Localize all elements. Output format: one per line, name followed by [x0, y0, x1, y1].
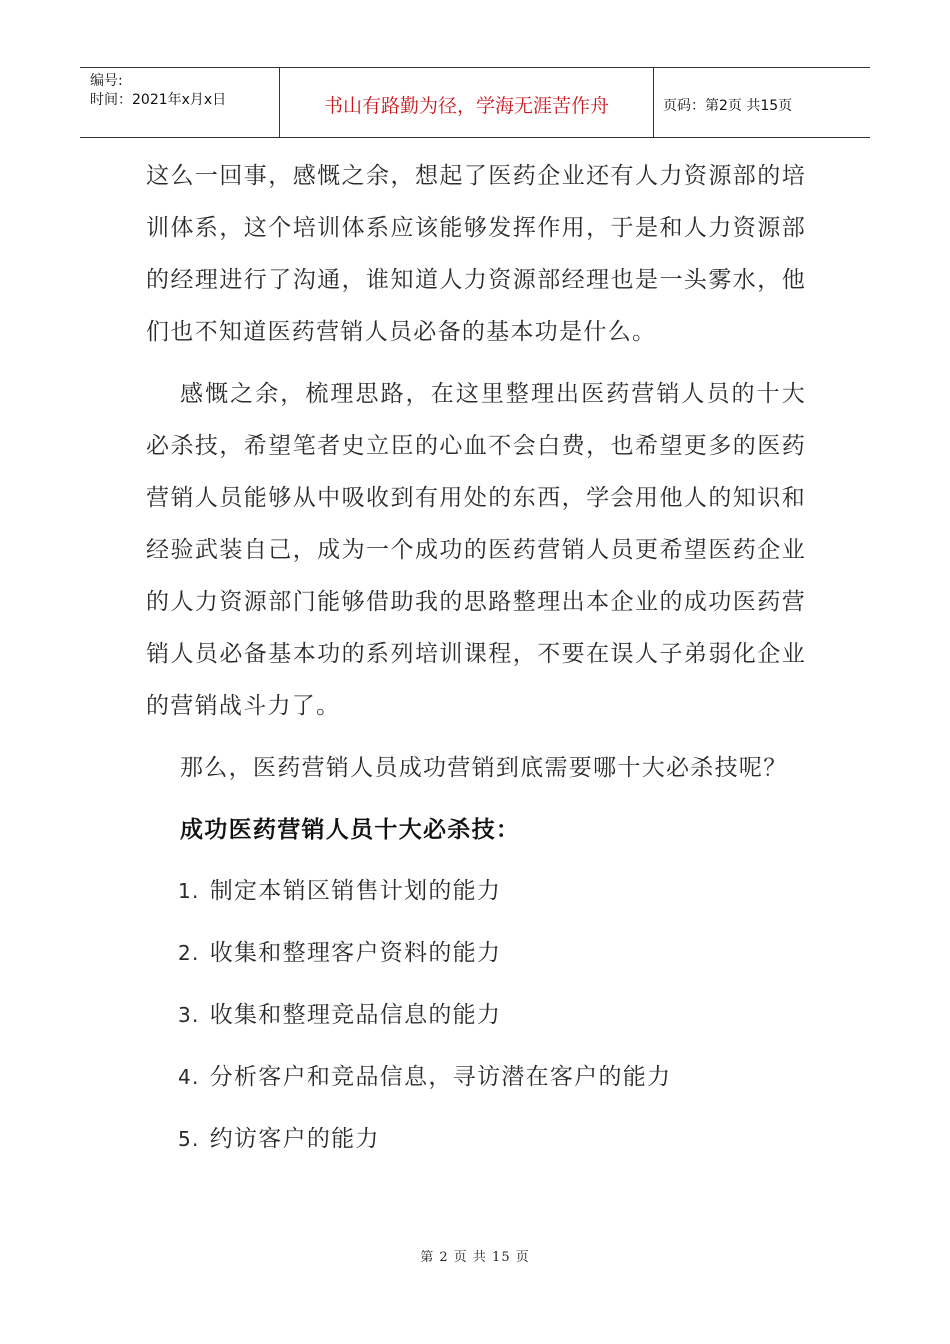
paragraph-3: 那么，医药营销人员成功营销到底需要哪十大必杀技呢？: [180, 755, 788, 781]
list-item-text: 约访客户的能力: [209, 1126, 380, 1152]
list-item-text: 收集和整理竞品信息的能力: [209, 1002, 502, 1028]
list-item-number: 5.: [178, 1127, 200, 1151]
header-meta: [80, 68, 280, 137]
date-label: 时间：2021年x月x日: [90, 92, 227, 108]
list-item: [146, 984, 806, 1046]
list-item-text: 收集和整理客户资料的能力: [209, 940, 502, 966]
code-label: 编号:: [90, 73, 123, 89]
skills-list: [146, 860, 806, 1170]
list-item-text: 制定本销区销售计划的能力: [209, 878, 502, 904]
page-header: [80, 67, 870, 138]
header-motto: 书山有路勤为径，学海无涯苦作舟: [280, 68, 654, 137]
list-item-number: 1.: [178, 879, 200, 903]
header-page-number: 页码：第2页 共15页: [663, 97, 793, 114]
list-item: [146, 922, 806, 984]
section-heading: 成功医药营销人员十大必杀技：: [180, 816, 521, 843]
list-item-number: 4.: [178, 1065, 200, 1089]
document-body: [146, 150, 806, 1170]
list-item: [146, 1046, 806, 1108]
paragraph-2: 感慨之余，梳理思路，在这里整理出医药营销人员的十大必杀技，希望笔者史立臣的心血不会白费，也希望更多的医药营销人员能够从中吸收到有用处的东西，学会用他人的知识和经验武装自己，成为一个成功的医药营销人员更希望医药企业的人力资源部门能够借助我的思路整理出本企业的成功医药营销人员必备基本功的系列培训课程，不要在误人子弟弱化企业的营销战斗力了。: [146, 381, 806, 719]
list-item: [146, 860, 806, 922]
paragraph-1: 这么一回事，感慨之余，想起了医药企业还有人力资源部的培训体系，这个培训体系应该能够发挥作用，于是和人力资源部的经理进行了沟通，谁知道人力资源部经理也是一头雾水，他们也不知道医药营销人员必备的基本功是什么。: [146, 163, 806, 345]
list-item-text: 分析客户和竞品信息，寻访潜在客户的能力: [209, 1064, 672, 1090]
list-item-number: 2.: [178, 941, 200, 965]
list-item-number: 3.: [178, 1003, 200, 1027]
page-footer: 第 2 页 共 15 页: [420, 1250, 530, 1265]
list-item: [146, 1108, 806, 1170]
